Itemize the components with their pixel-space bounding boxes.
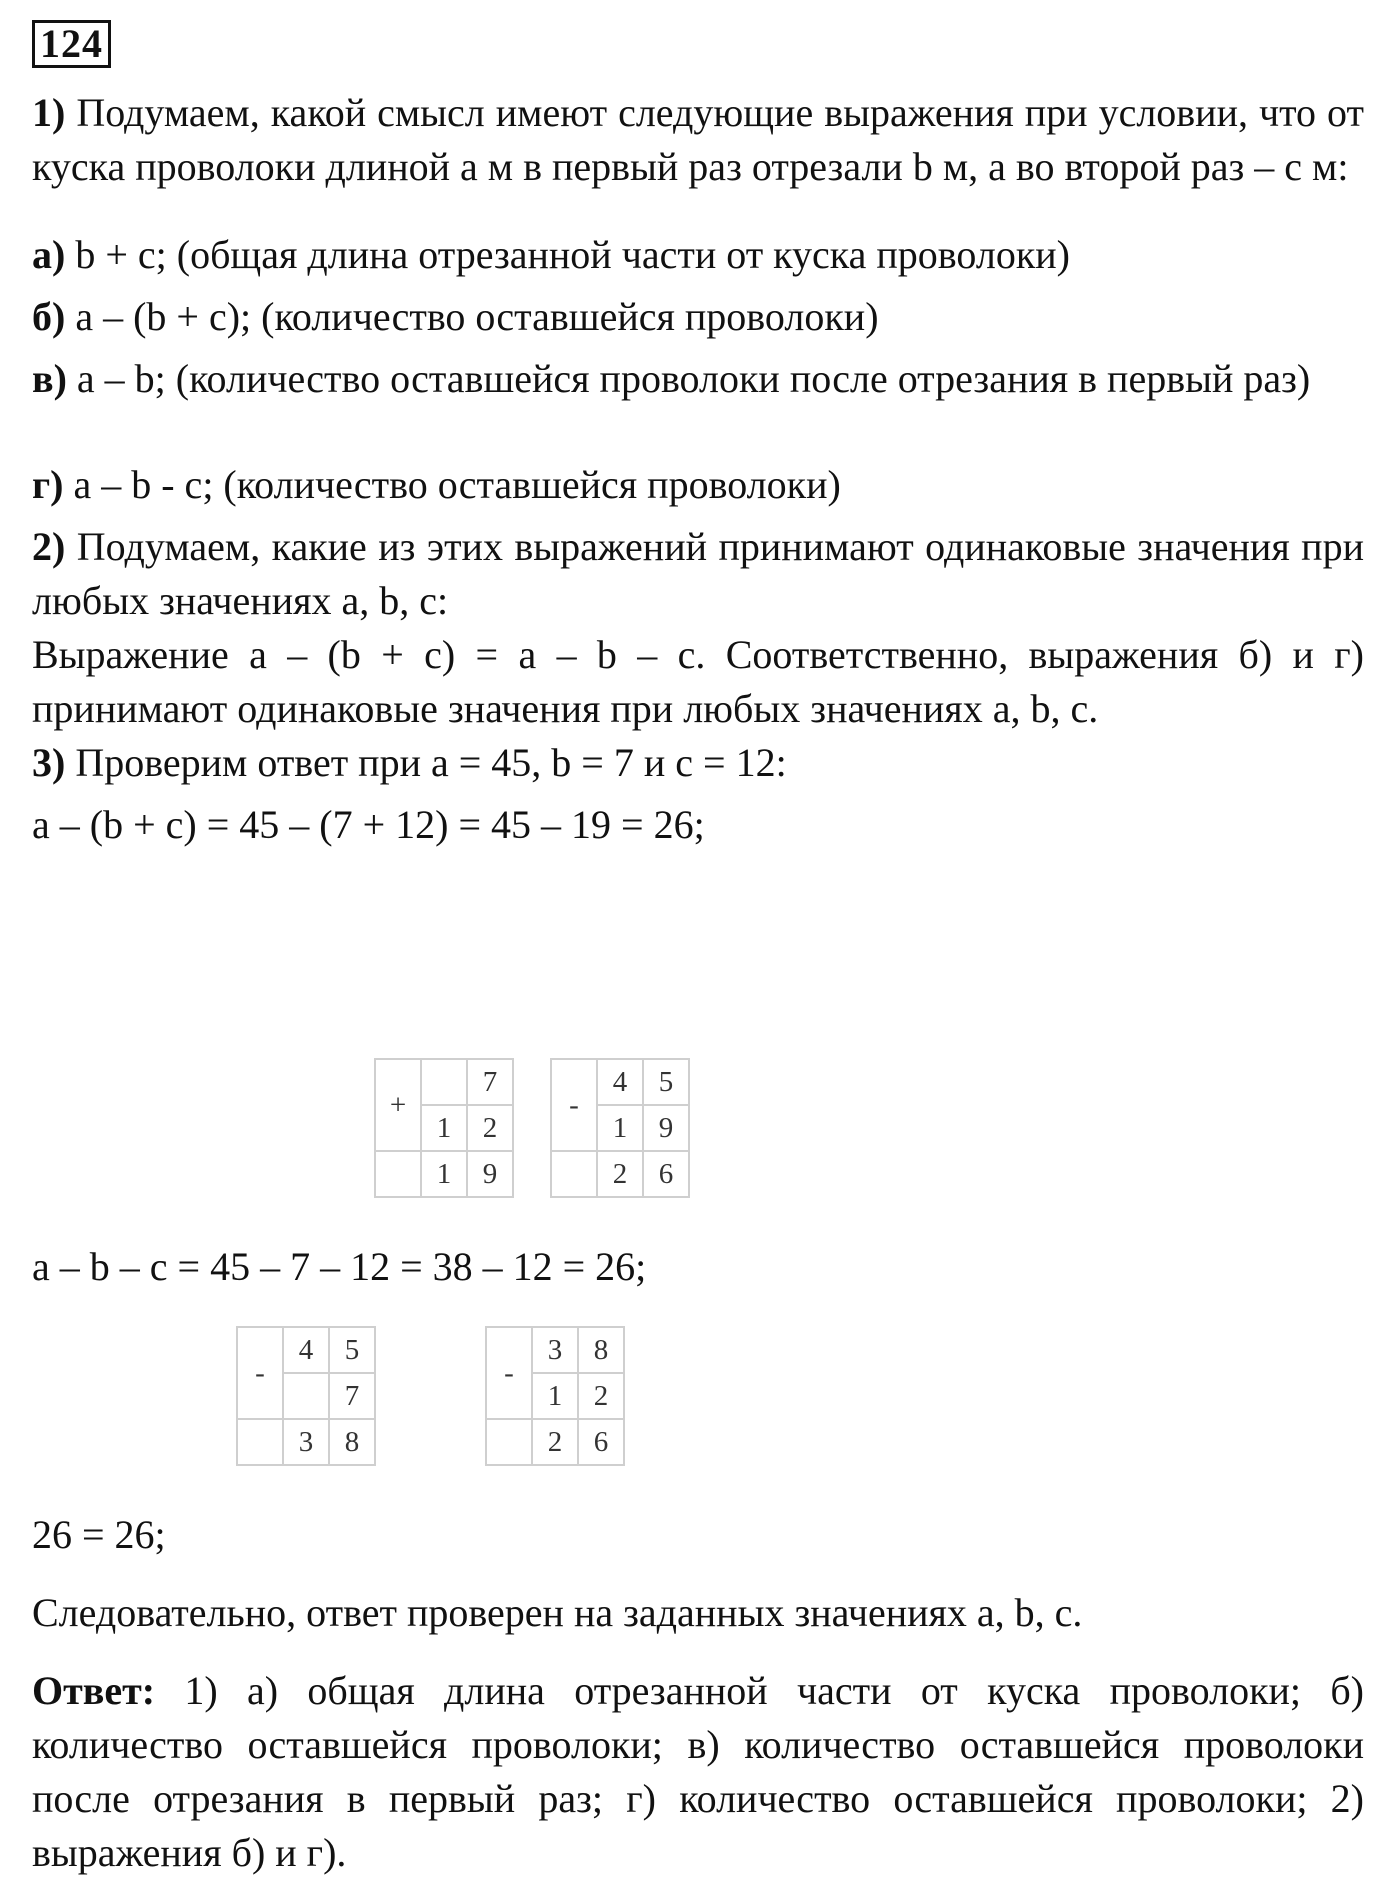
part3-text: Проверим ответ при a = 45, b = 7 и c = 12: bbox=[65, 740, 787, 785]
item-v-label: в) bbox=[32, 356, 67, 401]
digit-cell: 4 bbox=[283, 1327, 329, 1373]
item-v bbox=[32, 352, 1364, 406]
column-subtraction-38-12 bbox=[485, 1326, 625, 1466]
answer-label: Ответ: bbox=[32, 1668, 156, 1713]
digit-cell: 5 bbox=[643, 1059, 689, 1105]
answer-text: 1) а) общая длина отрезанной части от куска проволоки; б) количество оставшейся проволоки; в) количество оставшейся проволоки после отрезания в первый раз; г) количество оставшейся проволоки; 2) выражения б) и г). bbox=[32, 1668, 1364, 1875]
digit-cell: 7 bbox=[329, 1373, 375, 1419]
item-b-text: a – (b + c); (количество оставшейся проволоки) bbox=[65, 294, 879, 339]
column-subtraction-45-7 bbox=[236, 1326, 376, 1466]
part2-text: Подумаем, какие из этих выражений принимают одинаковые значения при любых значениях a, b, c: bbox=[32, 524, 1364, 623]
equation-1: a – (b + c) = 45 – (7 + 12) = 45 – 19 = 26; bbox=[32, 802, 705, 847]
digit-cell: 3 bbox=[532, 1327, 578, 1373]
item-b-label: б) bbox=[32, 294, 66, 339]
digit-cell: 7 bbox=[467, 1059, 513, 1105]
result-digit-cell: 1 bbox=[421, 1151, 467, 1197]
result-digit-cell: 3 bbox=[283, 1419, 329, 1465]
item-a-label: а) bbox=[32, 232, 66, 277]
result-digit-cell: 2 bbox=[532, 1419, 578, 1465]
item-v-text: a – b; (количество оставшейся проволоки после отрезания в первый раз) bbox=[66, 356, 1311, 401]
result-digit-cell: 8 bbox=[329, 1419, 375, 1465]
operator-sign: + bbox=[375, 1059, 421, 1151]
item-a bbox=[32, 228, 1364, 282]
blank-cell bbox=[551, 1151, 597, 1197]
digit-cell: 9 bbox=[643, 1105, 689, 1151]
digit-cell: 2 bbox=[578, 1373, 624, 1419]
part1-text: Подумаем, какой смысл имеют следующие выражения при условии, что от куска проволоки длиной a м в первый раз отрезали b м, а во второй раз – c м: bbox=[32, 90, 1364, 189]
item-g-text: a – b - c; (количество оставшейся проволоки) bbox=[63, 462, 841, 507]
digit-cell: 4 bbox=[597, 1059, 643, 1105]
equation-2: a – b – c = 45 – 7 – 12 = 38 – 12 = 26; bbox=[32, 1244, 647, 1289]
operator-sign: - bbox=[486, 1327, 532, 1419]
digit-cell: 1 bbox=[597, 1105, 643, 1151]
item-g-label: г) bbox=[32, 462, 64, 507]
part3-label: 3) bbox=[32, 740, 66, 785]
operator-sign: - bbox=[551, 1059, 597, 1151]
result-digit-cell: 6 bbox=[578, 1419, 624, 1465]
part1-paragraph bbox=[32, 86, 1364, 194]
part2-label: 2) bbox=[32, 524, 66, 569]
blank-cell bbox=[486, 1419, 532, 1465]
digit-cell: 5 bbox=[329, 1327, 375, 1373]
blank-cell bbox=[375, 1151, 421, 1197]
digit-cell: 1 bbox=[421, 1105, 467, 1151]
part2-explanation: Выражение a – (b + c) = a – b – c. Соответственно, выражения б) и г) принимают одинаковые значения при любых значениях a, b, c. bbox=[32, 632, 1364, 731]
digit-cell bbox=[283, 1373, 329, 1419]
operator-sign: - bbox=[237, 1327, 283, 1419]
digit-cell bbox=[421, 1059, 467, 1105]
part2-paragraph bbox=[32, 520, 1364, 628]
digit-cell: 8 bbox=[578, 1327, 624, 1373]
blank-cell bbox=[237, 1419, 283, 1465]
column-subtraction-45-19 bbox=[550, 1058, 690, 1198]
result-digit-cell: 6 bbox=[643, 1151, 689, 1197]
column-addition-7-12 bbox=[374, 1058, 514, 1198]
part1-label: 1) bbox=[32, 90, 66, 135]
item-a-text: b + c; (общая длина отрезанной части от куска проволоки) bbox=[65, 232, 1070, 277]
part3-paragraph bbox=[32, 736, 1364, 790]
item-g bbox=[32, 458, 1364, 512]
task-number-box: 124 bbox=[32, 20, 111, 68]
conclusion-text: Следовательно, ответ проверен на заданных значениях a, b, c. bbox=[32, 1590, 1083, 1635]
result-digit-cell: 2 bbox=[597, 1151, 643, 1197]
equation-3: 26 = 26; bbox=[32, 1512, 166, 1557]
result-digit-cell: 9 bbox=[467, 1151, 513, 1197]
item-b bbox=[32, 290, 1364, 344]
answer-paragraph bbox=[32, 1664, 1364, 1880]
digit-cell: 2 bbox=[467, 1105, 513, 1151]
digit-cell: 1 bbox=[532, 1373, 578, 1419]
